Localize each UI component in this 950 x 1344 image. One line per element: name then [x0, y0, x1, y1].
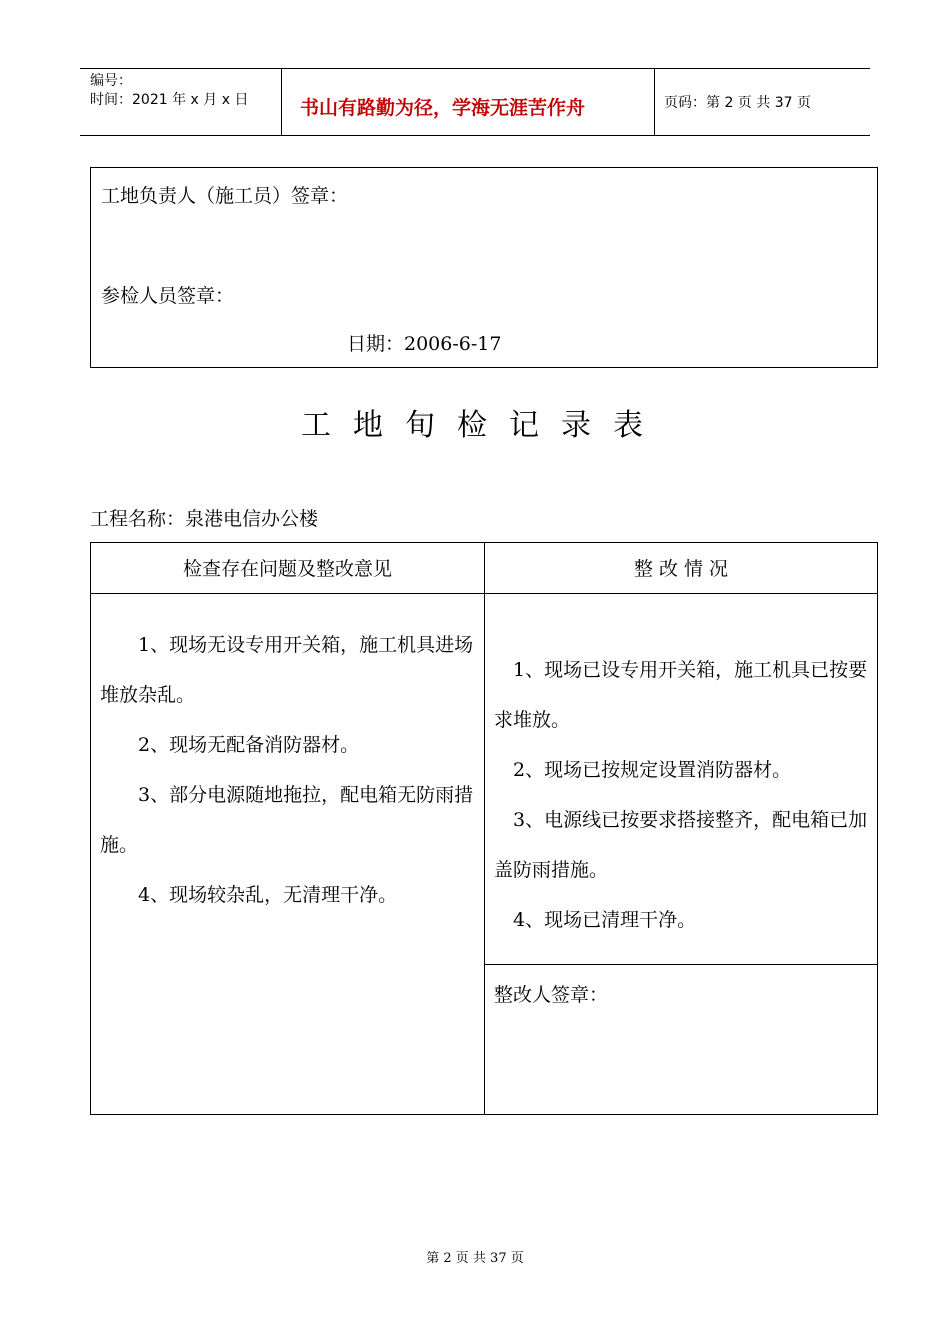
project-name: 工程名称：泉港电信办公楼: [90, 508, 319, 530]
table-signature-rule: [484, 964, 877, 965]
signature-date: 日期：2006-6-17: [347, 333, 502, 355]
rectification-item: 4、现场已清理干净。: [513, 909, 697, 931]
col-issues-header: 检查存在问题及整改意见: [182, 558, 392, 580]
issue-item: 3、部分电源随地拖拉，配电箱无防雨措施。: [100, 784, 474, 856]
header-time-label: 时间：2021 年 x 月 x 日: [90, 92, 249, 108]
col-status-header: 整 改 情 况: [633, 558, 729, 580]
issues-list: [100, 620, 478, 920]
rectification-item: 3、电源线已按要求搭接整齐，配电箱已加盖防雨措施。: [494, 809, 868, 881]
table-column-divider: [484, 543, 485, 1114]
rectifier-signature-label: 整改人签章：: [494, 984, 609, 1006]
header-number-label: 编号：: [90, 73, 132, 89]
issue-item: 2、现场无配备消防器材。: [138, 734, 360, 756]
form-title: 工地旬检记录表: [301, 408, 665, 443]
header-top-rule: [80, 68, 870, 69]
rectifications-list: [494, 645, 872, 945]
rectification-item: 2、现场已按规定设置消防器材。: [513, 759, 792, 781]
issue-item: 4、现场较杂乱，无清理干净。: [138, 884, 398, 906]
table-header-rule: [91, 593, 877, 594]
header-divider: [654, 68, 655, 135]
signature-box: [90, 167, 878, 368]
issue-item: 1、现场无设专用开关箱，施工机具进场堆放杂乱。: [100, 634, 474, 706]
page-footer: 第 2 页 共 37 页: [426, 1251, 524, 1266]
rectification-item: 1、现场已设专用开关箱，施工机具已按要求堆放。: [494, 659, 868, 731]
site-manager-signature-label: 工地负责人（施工员）签章：: [101, 185, 349, 207]
header-motto: 书山有路勤为径，学海无涯苦作舟: [300, 97, 586, 119]
header-page-info: 页码：第 2 页 共 37 页: [664, 95, 811, 111]
header-bottom-rule: [80, 135, 870, 136]
inspector-signature-label: 参检人员签章：: [101, 285, 235, 307]
header-divider: [281, 68, 282, 135]
inspection-table: [90, 542, 878, 1115]
